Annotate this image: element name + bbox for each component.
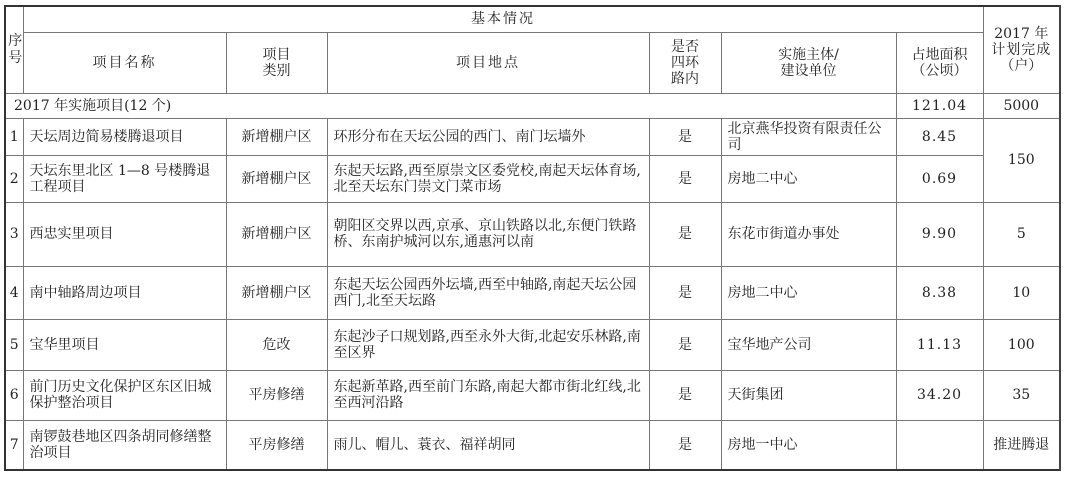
table-row: [5, 155, 1060, 202]
ring-road-header: [649, 32, 721, 93]
row-plan: 35: [983, 370, 1060, 420]
row-seq: 1: [5, 118, 23, 155]
row-name: 前门历史文化保护区东区旧城保护整治项目: [23, 370, 226, 420]
row-name: 南锣鼓巷地区四条胡同修缮整治项目: [23, 420, 226, 470]
row-category: 危改: [226, 319, 327, 370]
row-location: 东起沙子口规划路,西至永外大街,北起安乐林路,南至区界: [327, 319, 649, 370]
row-location: 朝阳区交界以西,京承、京山铁路以北,东便门铁路桥、东南护城河以东,通惠河以南: [327, 202, 649, 266]
row-ring-road: 是: [649, 420, 721, 470]
seq-header-text: 序号: [8, 32, 23, 66]
seq-header: [5, 6, 23, 93]
row-location: 东起新革路,西至前门东路,南起大都市街北红线,北至西河沿路: [327, 370, 649, 420]
row-ring-road: 是: [649, 319, 721, 370]
row-category: 新增棚户区: [226, 266, 327, 319]
category-header-line-1: 项目: [262, 46, 291, 63]
row-ring-road: 是: [649, 118, 721, 155]
row-seq: 3: [5, 202, 23, 266]
subtotal-plan: 5000: [983, 93, 1060, 118]
row-seq: 7: [5, 420, 23, 470]
row-category: 平房修缮: [226, 370, 327, 420]
implementer-header-line-1: 实施主体/: [778, 46, 839, 63]
table-row: [5, 319, 1060, 370]
row-name: 天坛东里北区 1—8 号楼腾退工程项目: [23, 155, 226, 202]
row-category: 平房修缮: [226, 420, 327, 470]
row-ring-road: 是: [649, 266, 721, 319]
row-implementer: 天街集团: [721, 370, 896, 420]
row-category: 新增棚户区: [226, 118, 327, 155]
row-name: 宝华里项目: [23, 319, 226, 370]
row-area: 8.45: [896, 118, 983, 155]
row-area: [896, 420, 983, 470]
ring-header-line-1: 是否: [671, 38, 699, 55]
table-row: [5, 118, 1060, 155]
row-plan: 推进腾退: [983, 420, 1060, 470]
row-location: 雨儿、帽儿、蓑衣、福祥胡同: [327, 420, 649, 470]
row-area: 34.20: [896, 370, 983, 420]
project-table: [4, 5, 1061, 471]
header-row-top: [5, 6, 1060, 32]
table-row: [5, 420, 1060, 470]
ring-header-line-3: 路内: [671, 70, 699, 87]
subtotal-label: 2017 年实施项目(12 个): [5, 93, 896, 118]
row-name: 南中轴路周边项目: [23, 266, 226, 319]
row-category: 新增棚户区: [226, 155, 327, 202]
area-header-line-1: 占地面积: [911, 46, 968, 63]
basic-info-header: 基本情况: [23, 6, 983, 32]
ring-header-line-2: 四环: [671, 54, 699, 71]
row-name: 天坛周边简易楼腾退项目: [23, 118, 226, 155]
row-plan: 5: [983, 202, 1060, 266]
area-header-line-2: （公顷）: [911, 62, 968, 79]
row-implementer: 房地二中心: [721, 155, 896, 202]
location-header: 项目地点: [327, 32, 649, 93]
row-implementer: 宝华地产公司: [721, 319, 896, 370]
row-implementer: 东花市街道办事处: [721, 202, 896, 266]
row-seq: 6: [5, 370, 23, 420]
row-seq: 4: [5, 266, 23, 319]
row-ring-road: 是: [649, 370, 721, 420]
row-location: 东起天坛公园西外坛墙,西至中轴路,南起天坛公园西门,北至天坛路: [327, 266, 649, 319]
subtotal-area: 121.04: [896, 93, 983, 118]
table-row: [5, 370, 1060, 420]
plan-header-line-2: 计划完成: [991, 41, 1052, 58]
plan-header-line-1: 2017 年: [994, 25, 1049, 42]
row-seq: 5: [5, 319, 23, 370]
subtotal-row: [5, 93, 1060, 118]
plan-2017-header: [983, 6, 1060, 93]
row-plan-merged: 150: [983, 118, 1060, 202]
row-category: 新增棚户区: [226, 202, 327, 266]
row-plan: 100: [983, 319, 1060, 370]
row-area: 9.90: [896, 202, 983, 266]
row-location: 环形分布在天坛公园的西门、南门坛墙外: [327, 118, 649, 155]
plan-header-line-3: （户）: [1000, 57, 1043, 74]
row-area: 8.38: [896, 266, 983, 319]
row-area: 11.13: [896, 319, 983, 370]
row-location: 东起天坛路,西至原崇文区委党校,南起天坛体育场,北至天坛东门崇文门菜市场: [327, 155, 649, 202]
row-area: 0.69: [896, 155, 983, 202]
header-row-columns: [5, 32, 1060, 93]
area-header: [896, 32, 983, 93]
row-implementer: 房地二中心: [721, 266, 896, 319]
implementer-header-line-2: 建设单位: [780, 62, 837, 79]
row-seq: 2: [5, 155, 23, 202]
implementer-header: [721, 32, 896, 93]
row-ring-road: 是: [649, 202, 721, 266]
row-name: 西忠实里项目: [23, 202, 226, 266]
row-implementer: 北京燕华投资有限责任公司: [721, 118, 896, 155]
row-implementer: 房地一中心: [721, 420, 896, 470]
row-plan: 10: [983, 266, 1060, 319]
name-header: 项目名称: [23, 32, 226, 93]
category-header: [226, 32, 327, 93]
table-row: [5, 202, 1060, 266]
table-row: [5, 266, 1060, 319]
category-header-line-2: 类别: [262, 62, 291, 79]
row-ring-road: 是: [649, 155, 721, 202]
